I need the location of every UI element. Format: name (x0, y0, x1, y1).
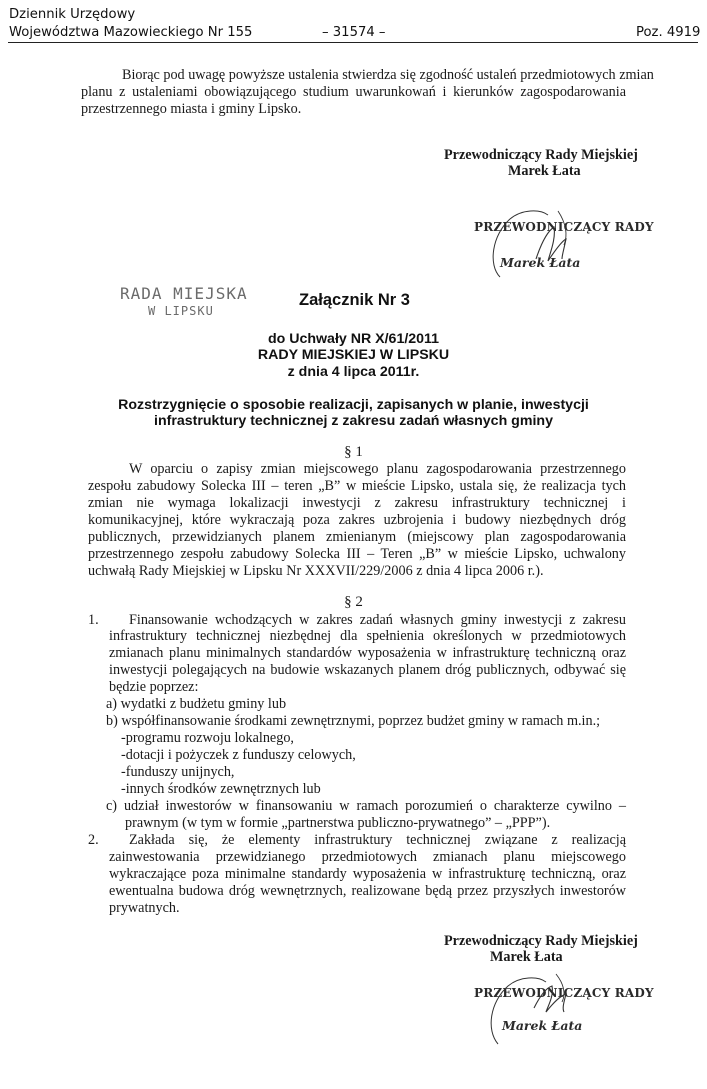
item-2-line: Zakłada się, że elementy infrastruktury technicznej związane z realizacją (129, 832, 626, 848)
item-1-line: inwestycji polegających na budowie wskazanych planem dróg publicznych, odbywać się (109, 662, 626, 678)
intro-line: przestrzennego miasta i gminy Lipsko. (81, 101, 302, 117)
annex-title: Załącznik Nr 3 (299, 291, 410, 309)
header-divider (8, 42, 698, 43)
council-name: RADY MIEJSKIEJ W LIPSKU (257, 347, 450, 363)
handwritten-signature (470, 966, 620, 1046)
council-stamp-line1: RADA MIEJSKA (120, 284, 248, 303)
section-mark: § 2 (344, 594, 363, 610)
decision-heading: Rozstrzygnięcie o sposobie realizacji, zapisanych w planie, inwestycji (118, 397, 589, 413)
chairman-title: Przewodniczący Rady Miejskiej (444, 147, 638, 163)
council-stamp (118, 284, 258, 324)
item-2-line: ewentualna budowa dróg wewnętrznych, realizowane będą przez przyszłych inwestorów (109, 883, 626, 899)
intro-line: Biorąc pod uwagę powyższe ustalenia stwierdza się zgodność ustaleń przedmiotowych zmian (122, 67, 654, 83)
sub-item-c: c) udział inwestorów w finansowaniu w ramach porozumień o charakterze cywilno – (106, 798, 626, 814)
item-2-line: zainwestowania przewidzianego przedmiotowych zmianach planu miejscowego (109, 849, 626, 865)
sub-item-b: b) współfinansowanie środkami zewnętrznymi, poprzez budżet gminy w ramach m.in.; (106, 713, 601, 729)
stamp-title: PRZEWODNICZĄCY RADY (474, 220, 654, 234)
chairman-title: Przewodniczący Rady Miejskiej (444, 933, 638, 949)
list-number: 2. (88, 832, 99, 848)
journal-subtitle: Województwa Mazowieckiego Nr 155 (9, 25, 253, 40)
resolution-date: z dnia 4 lipca 2011r. (287, 364, 420, 380)
section-mark: § 1 (344, 444, 363, 460)
stamp-name: Marek Łata (500, 255, 581, 270)
section-1-line: publicznych, przewidzianych planem zmienianym (miejscowy plan zagospodarowania (88, 529, 626, 545)
chairman-name: Marek Łata (490, 949, 563, 965)
stamp-name: Marek Łata (502, 1018, 583, 1033)
resolution-number: do Uchwały NR X/61/2011 (267, 331, 440, 347)
stamp-title: PRZEWODNICZĄCY RADY (474, 986, 654, 1000)
section-1-line: uchwałą Rady Miejskiej w Lipsku Nr XXXVII/229/2006 z dnia 4 lipca 2006 r.). (88, 563, 544, 579)
sub-item-a: a) wydatki z budżetu gminy lub (106, 696, 287, 712)
decision-heading: infrastruktury technicznej z zakresu zadań własnych gminy (154, 413, 553, 429)
section-1-line: W oparciu o zapisy zmian miejscowego planu zagospodarowania przestrzennego (129, 461, 626, 477)
handwritten-signature (470, 205, 620, 280)
item-1-line: będzie poprzez: (109, 679, 199, 695)
chairman-stamp (470, 966, 654, 1046)
section-1-line: przestrzennego zespołu zabudowy Solecka III – Teren „B” w mieście Lipsko, uchwalony (88, 546, 626, 562)
position-number: Poz. 4919 (636, 25, 701, 40)
sub-item-b-bullet: -dotacji i pożyczek z funduszy celowych, (121, 747, 356, 763)
item-2-line: wykraczające poza minimalne standardy wyposażenia w infrastrukturę techniczną, oraz (109, 866, 626, 882)
list-number: 1. (88, 612, 99, 628)
journal-title: Dziennik Urzędowy (9, 7, 136, 22)
section-1-line: zespołu zabudowy Solecka III – teren „B” w mieście Lipsko, ustala się, że realizacja tych (88, 478, 626, 494)
section-1-line: komunikacyjnej, które wykraczają poza zakres uzbrojenia i budowy niezbędnych dróg (88, 512, 626, 528)
intro-line: planu z ustaleniami obowiązującego studium uwarunkowań i kierunków zagospodarowania (81, 84, 626, 100)
page-number: – 31574 – (322, 25, 386, 40)
section-1-line: zmian nie wymaga lokalizacji inwestycji z zakresu infrastruktury technicznej i (88, 495, 626, 511)
chairman-stamp (470, 205, 654, 280)
sub-item-b-bullet: -funduszy unijnych, (121, 764, 235, 780)
chairman-name: Marek Łata (508, 163, 581, 179)
sub-item-c: prawnym (w tym w formie „partnerstwa publiczno-prywatnego” – „PPP”). (125, 815, 551, 831)
item-1-line: infrastruktury technicznej niezbędnej dla spełnienia określonych w przedmiotowych (109, 628, 626, 644)
item-2-line: prywatnych. (109, 900, 180, 916)
sub-item-b-bullet: -programu rozwoju lokalnego, (121, 730, 294, 746)
item-1-line: Finansowanie wchodzących w zakres zadań własnych gminy inwestycji z zakresu (129, 612, 626, 628)
council-stamp-line2: W LIPSKU (148, 304, 214, 318)
item-1-line: zmianach planu minimalnych standardów wyposażenia w infrastrukturę techniczną oraz (109, 645, 626, 661)
sub-item-b-bullet: -innych środków zewnętrznych lub (121, 781, 321, 797)
